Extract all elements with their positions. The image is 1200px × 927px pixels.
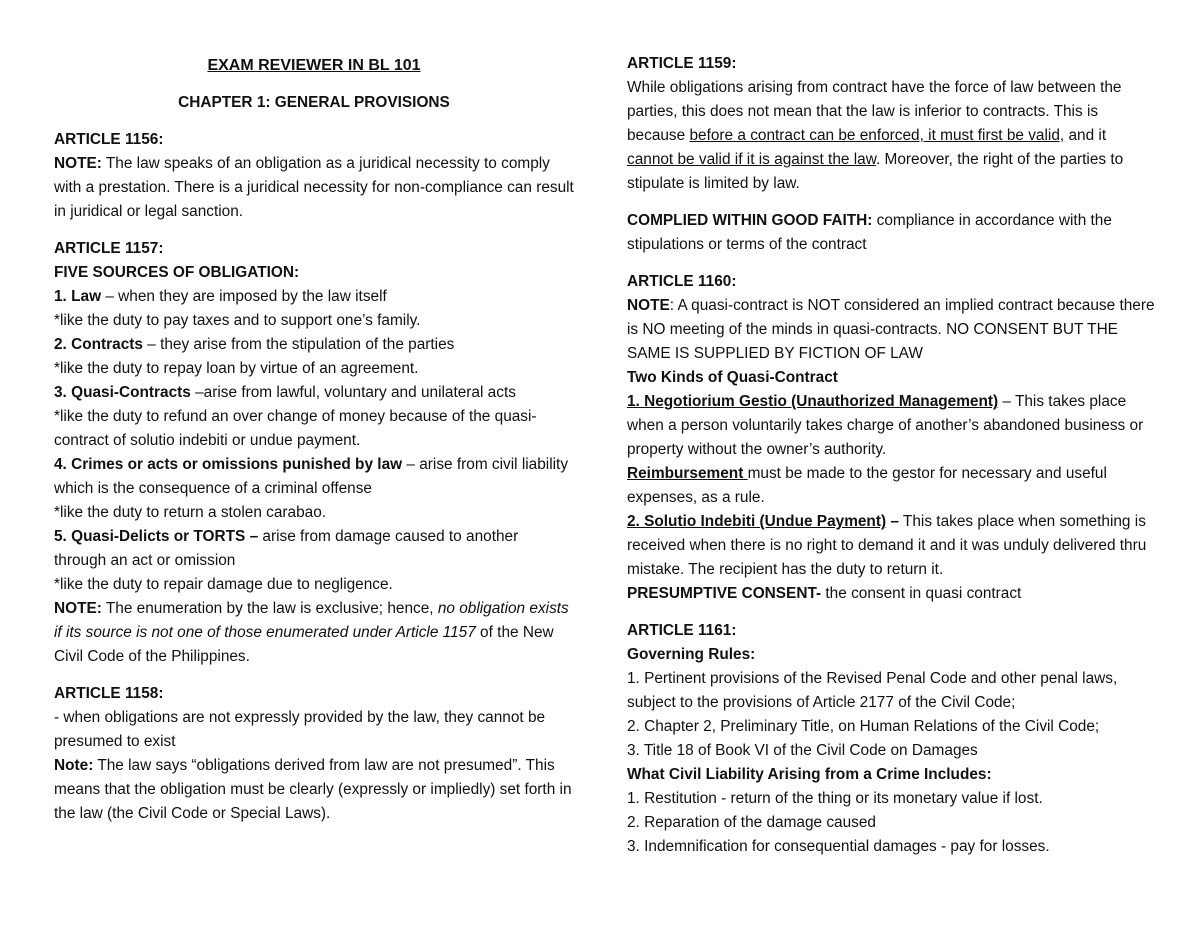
article-1156-note bbox=[54, 152, 574, 224]
source-label: 1. Law bbox=[54, 288, 102, 305]
source-example: *like the duty to return a stolen carabao. bbox=[54, 504, 327, 521]
source-item-law bbox=[54, 285, 574, 309]
body-text: While obligations arising from contract have the force of law between the parties, this does not mean that the law is inferior to contracts. This is because bbox=[627, 79, 1122, 144]
list-item: 1. Restitution - return of the thing or its monetary value if lost. bbox=[627, 790, 1043, 807]
note-text: The law says “obligations derived from law are not presumed”. This means that the obligation must be clearly (expressly or impliedly) set forth in the law (the Civil Code or Special Laws). bbox=[54, 757, 572, 822]
note-text: : A quasi-contract is NOT considered an implied contract because there is NO meeting of the minds in quasi-contracts. NO CONSENT BUT THE SAME IS SUPPLIED BY FICTION OF LAW bbox=[627, 297, 1155, 362]
reimbursement-rule bbox=[627, 462, 1155, 510]
presumptive-consent bbox=[627, 582, 1155, 606]
kind-label: 2. Solutio Indebiti (Undue Payment) bbox=[627, 513, 887, 530]
chapter-title: CHAPTER 1: GENERAL PROVISIONS bbox=[178, 94, 450, 111]
source-label: 4. Crimes or acts or omissions punished by law bbox=[54, 456, 403, 473]
list-item: 2. Chapter 2, Preliminary Title, on Human Relations of the Civil Code; bbox=[627, 718, 1100, 735]
source-label: 5. Quasi-Delicts or TORTS – bbox=[54, 528, 259, 545]
source-example: *like the duty to repair damage due to negligence. bbox=[54, 576, 393, 593]
source-label: 2. Contracts bbox=[54, 336, 143, 353]
article-1157-note bbox=[54, 597, 574, 669]
underlined-text: before a contract can be enforced, it must first be valid, bbox=[689, 127, 1065, 144]
article-1160-note bbox=[627, 294, 1155, 366]
list-item: 2. Reparation of the damage caused bbox=[627, 814, 876, 831]
article-1158-text: - when obligations are not expressly provided by the law, they cannot be presumed to exist bbox=[54, 709, 546, 750]
underlined-text: cannot be valid if it is against the law bbox=[627, 151, 876, 168]
article-1159-heading: ARTICLE 1159: bbox=[627, 55, 737, 72]
body-text: . Moreover, the right of the parties to stipulate is limited by law. bbox=[627, 151, 1124, 192]
kind-label: 1. Negotiorium Gestio (Unauthorized Management) bbox=[627, 393, 999, 410]
kind-text: This takes place when something is received when there is no right to demand it and it was unduly delivered thru mistake. The recipient has the duty to return it. bbox=[627, 513, 1147, 578]
source-item-crimes bbox=[54, 453, 574, 501]
body-text: and it bbox=[1064, 127, 1107, 144]
source-text: – they arise from the stipulation of the parties bbox=[142, 336, 455, 353]
source-item-contracts bbox=[54, 333, 574, 357]
list-item: 3. Indemnification for consequential damages - pay for losses. bbox=[627, 838, 1050, 855]
kind-solutio-indebiti bbox=[627, 510, 1155, 582]
term-text: the consent in quasi contract bbox=[821, 585, 1022, 602]
article-1161-heading: ARTICLE 1161: bbox=[627, 622, 737, 639]
source-example: *like the duty to repay loan by virtue of an agreement. bbox=[54, 360, 419, 377]
article-1160-heading: ARTICLE 1160: bbox=[627, 273, 737, 290]
note-text: The law speaks of an obligation as a juridical necessity to comply with a prestation. There is a juridical necessity for non-compliance can result in juridical or legal sanction. bbox=[54, 155, 574, 220]
note-label: NOTE bbox=[627, 297, 670, 314]
source-item-quasi-delicts bbox=[54, 525, 574, 573]
article-1157-heading: ARTICLE 1157: bbox=[54, 240, 164, 257]
article-1156-heading: ARTICLE 1156: bbox=[54, 131, 164, 148]
term-label: PRESUMPTIVE CONSENT- bbox=[627, 585, 822, 602]
term-label: COMPLIED WITHIN GOOD FAITH: bbox=[627, 212, 873, 229]
governing-rules-heading: Governing Rules: bbox=[627, 646, 756, 663]
kind-text: – This takes place when a person voluntarily takes charge of another’s abandoned business or property without the owner’s authority. bbox=[627, 393, 1144, 458]
source-text: – arise from civil liability which is the consequence of a criminal offense bbox=[54, 456, 569, 497]
good-faith-definition bbox=[627, 209, 1155, 257]
note-text: The enumeration by the law is exclusive; hence, bbox=[101, 600, 438, 617]
term-text: compliance in accordance with the stipulations or terms of the contract bbox=[627, 212, 1112, 253]
list-item: 3. Title 18 of Book VI of the Civil Code on Damages bbox=[627, 742, 978, 759]
kind-negotiorium-gestio bbox=[627, 390, 1155, 462]
article-1158-note bbox=[54, 754, 574, 826]
source-text: –arise from lawful, voluntary and unilateral acts bbox=[190, 384, 516, 401]
term-text: must be made to the gestor for necessary and useful expenses, as a rule. bbox=[627, 465, 1107, 506]
left-column bbox=[54, 52, 574, 826]
document-title: EXAM REVIEWER IN BL 101 bbox=[207, 57, 421, 74]
note-label: NOTE: bbox=[54, 155, 102, 172]
source-text: – when they are imposed by the law itself bbox=[101, 288, 387, 305]
list-item: 1. Pertinent provisions of the Revised Penal Code and other penal laws, subject to the provisions of Article 2177 of the Civil Code; bbox=[627, 670, 1118, 711]
term-label: Reimbursement bbox=[627, 465, 748, 482]
source-item-quasi-contracts bbox=[54, 381, 574, 405]
source-example: *like the duty to refund an over change of money because of the quasi-contract of solutio indebiti or undue payment. bbox=[54, 408, 537, 449]
kind-dash: – bbox=[886, 513, 899, 530]
source-label: 3. Quasi-Contracts bbox=[54, 384, 191, 401]
quasi-contract-kinds-heading: Two Kinds of Quasi-Contract bbox=[627, 369, 838, 386]
note-label: Note: bbox=[54, 757, 94, 774]
note-label: NOTE: bbox=[54, 600, 102, 617]
sources-heading: FIVE SOURCES OF OBLIGATION: bbox=[54, 264, 300, 281]
note-text-end: of the New Civil Code of the Philippines. bbox=[54, 624, 554, 665]
source-example: *like the duty to pay taxes and to support one’s family. bbox=[54, 312, 421, 329]
source-text: arise from damage caused to another through an act or omission bbox=[54, 528, 519, 569]
right-column bbox=[627, 52, 1155, 859]
civil-liability-heading: What Civil Liability Arising from a Crime Includes: bbox=[627, 766, 992, 783]
article-1158-heading: ARTICLE 1158: bbox=[54, 685, 164, 702]
note-italic-text: no obligation exists if its source is not one of those enumerated under Article 1157 bbox=[54, 600, 569, 641]
article-1159-text bbox=[627, 76, 1155, 196]
